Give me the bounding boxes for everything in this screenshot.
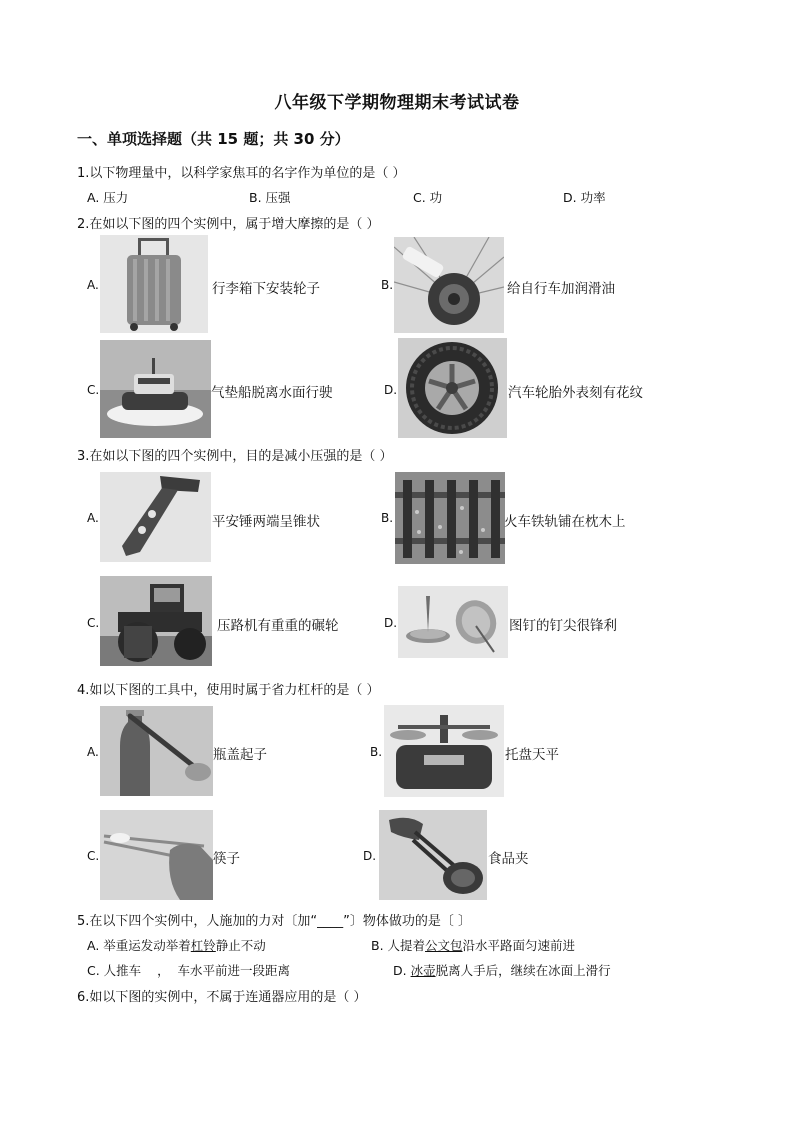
suitcase-image xyxy=(100,235,208,333)
q3-option-d-letter: D. xyxy=(384,616,398,630)
q1-stem: 1.以下物理量中，以科学家焦耳的名字作为单位的是（ ） xyxy=(77,166,406,181)
q2-option-a-text: 行李箱下安装轮子 xyxy=(212,281,320,297)
hovercraft-image xyxy=(100,340,211,438)
tire-image xyxy=(398,338,507,438)
q5-option-b xyxy=(371,936,575,954)
q2-option-b-text: 给自行车加润滑油 xyxy=(507,281,615,297)
q2-option-b-letter: B. xyxy=(381,278,394,292)
q5-option-a-object: 杠铃 xyxy=(190,938,216,953)
q2-stem: 2.在如以下图的四个实例中，属于增大摩擦的是（ ） xyxy=(77,217,380,232)
q5-option-d-suffix: 脱离人手后，继续在冰面上滑行 xyxy=(435,963,611,978)
q2-option-c-letter: C. xyxy=(87,383,100,397)
q5-option-a xyxy=(87,936,266,954)
q4-option-a-text: 瓶盖起子 xyxy=(213,747,267,763)
q5-option-d-prefix: D. xyxy=(393,963,411,978)
section-heading: 一、单项选择题（共 15 题；共 30 分） xyxy=(77,130,350,148)
chopsticks-image xyxy=(100,810,213,900)
q1-option-a: A. 压力 xyxy=(87,190,129,205)
q5-option-b-object: 公文包 xyxy=(425,938,463,953)
q3-option-c-text: 压路机有重重的碾轮 xyxy=(217,618,339,634)
q3-option-c-letter: C. xyxy=(87,616,100,630)
q4-option-c-letter: C. xyxy=(87,849,100,863)
q5-option-a-prefix: A. 举重运发动举着 xyxy=(87,938,191,953)
q1-option-b: B. 压强 xyxy=(249,190,291,205)
q4-option-d-text: 食品夹 xyxy=(488,851,529,867)
q2-option-a-letter: A. xyxy=(87,278,99,292)
q4-option-b-letter: B. xyxy=(370,745,383,759)
thumbtack-image xyxy=(398,586,508,658)
q5-option-d xyxy=(393,961,611,979)
q6-stem: 6.如以下图的实例中，不属于连通器应用的是（ ） xyxy=(77,990,367,1005)
q4-stem: 4.如以下图的工具中，使用时属于省力杠杆的是（ ） xyxy=(77,683,380,698)
q3-option-b-letter: B. xyxy=(381,511,394,525)
q4-option-d-letter: D. xyxy=(363,849,377,863)
q3-option-a-letter: A. xyxy=(87,511,99,525)
q1-option-d: D. 功率 xyxy=(563,190,606,205)
q3-option-b-text: 火车铁轨铺在枕木上 xyxy=(504,514,626,530)
safety-hammer-image xyxy=(100,472,211,562)
q3-option-d-text: 图钉的钉尖很锋利 xyxy=(509,618,617,634)
q5-option-a-suffix: 静止不动 xyxy=(215,938,266,953)
q5-option-b-prefix: B. 人提着 xyxy=(371,938,426,953)
q3-option-a-text: 平安锤两端呈锥状 xyxy=(212,514,320,530)
bicycle-oil-image xyxy=(394,237,504,333)
railway-track-image xyxy=(395,472,505,564)
food-tongs-image xyxy=(379,810,487,900)
bottle-opener-image xyxy=(100,706,213,796)
q2-option-c-text: 气垫船脱离水面行驶 xyxy=(211,385,333,401)
q2-option-d-letter: D. xyxy=(384,383,398,397)
page-title: 八年级下学期物理期末考试试卷 xyxy=(274,93,520,113)
balance-scale-image xyxy=(384,705,504,797)
q5-option-b-suffix: 沿水平路面匀速前进 xyxy=(462,938,576,953)
q3-stem: 3.在如以下图的四个实例中，目的是减小压强的是（ ） xyxy=(77,449,393,464)
q5-option-d-object: 冰壶 xyxy=(410,963,436,978)
q1-option-c: C. 功 xyxy=(413,190,443,205)
q4-option-c-text: 筷子 xyxy=(213,851,240,867)
q4-option-a-letter: A. xyxy=(87,745,99,759)
q5-stem: 5.在以下四个实例中，人施加的力对〔加“____”〕物体做功的是〔 〕 xyxy=(77,914,472,929)
q5-option-c: C. 人推车 ， 车水平前进一段距离 xyxy=(87,963,291,978)
q2-option-d-text: 汽车轮胎外表刻有花纹 xyxy=(508,385,643,401)
q4-option-b-text: 托盘天平 xyxy=(505,747,559,763)
road-roller-image xyxy=(100,576,212,666)
